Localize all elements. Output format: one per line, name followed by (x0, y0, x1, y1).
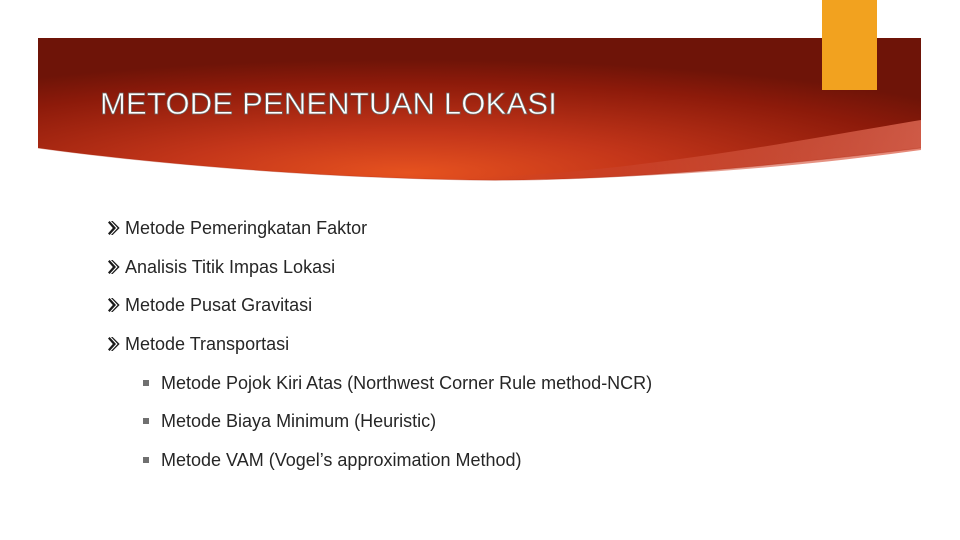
arrow-icon (107, 332, 125, 356)
bullet-text: Metode Transportasi (125, 333, 290, 354)
bullet-text: Analisis Titik Impas Lokasi (125, 256, 336, 277)
bullet-item (107, 293, 312, 317)
bullet-item (107, 216, 367, 240)
arrow-icon (107, 216, 125, 240)
sub-bullet-text: Metode Biaya Minimum (Heuristic) (161, 410, 437, 431)
slide-title: METODE PENENTUAN LOKASI (100, 86, 558, 121)
sub-bullet-text: Metode VAM (Vogel’s approximation Method) (161, 449, 522, 470)
arrow-icon (107, 293, 125, 317)
bullet-text: Metode Pusat Gravitasi (125, 294, 313, 315)
bullet-item (107, 332, 289, 356)
sub-bullet-text: Metode Pojok Kiri Atas (Northwest Corner Rule method-NCR) (161, 372, 653, 393)
bullet-item (107, 255, 335, 279)
square-icon (143, 380, 149, 386)
bullet-text: Metode Pemeringkatan Faktor (125, 217, 368, 238)
sub-bullet-item (143, 371, 652, 395)
sub-bullet-item (143, 448, 522, 472)
arrow-icon (107, 255, 125, 279)
sub-bullet-item (143, 409, 436, 433)
square-icon (143, 457, 149, 463)
square-icon (143, 418, 149, 424)
